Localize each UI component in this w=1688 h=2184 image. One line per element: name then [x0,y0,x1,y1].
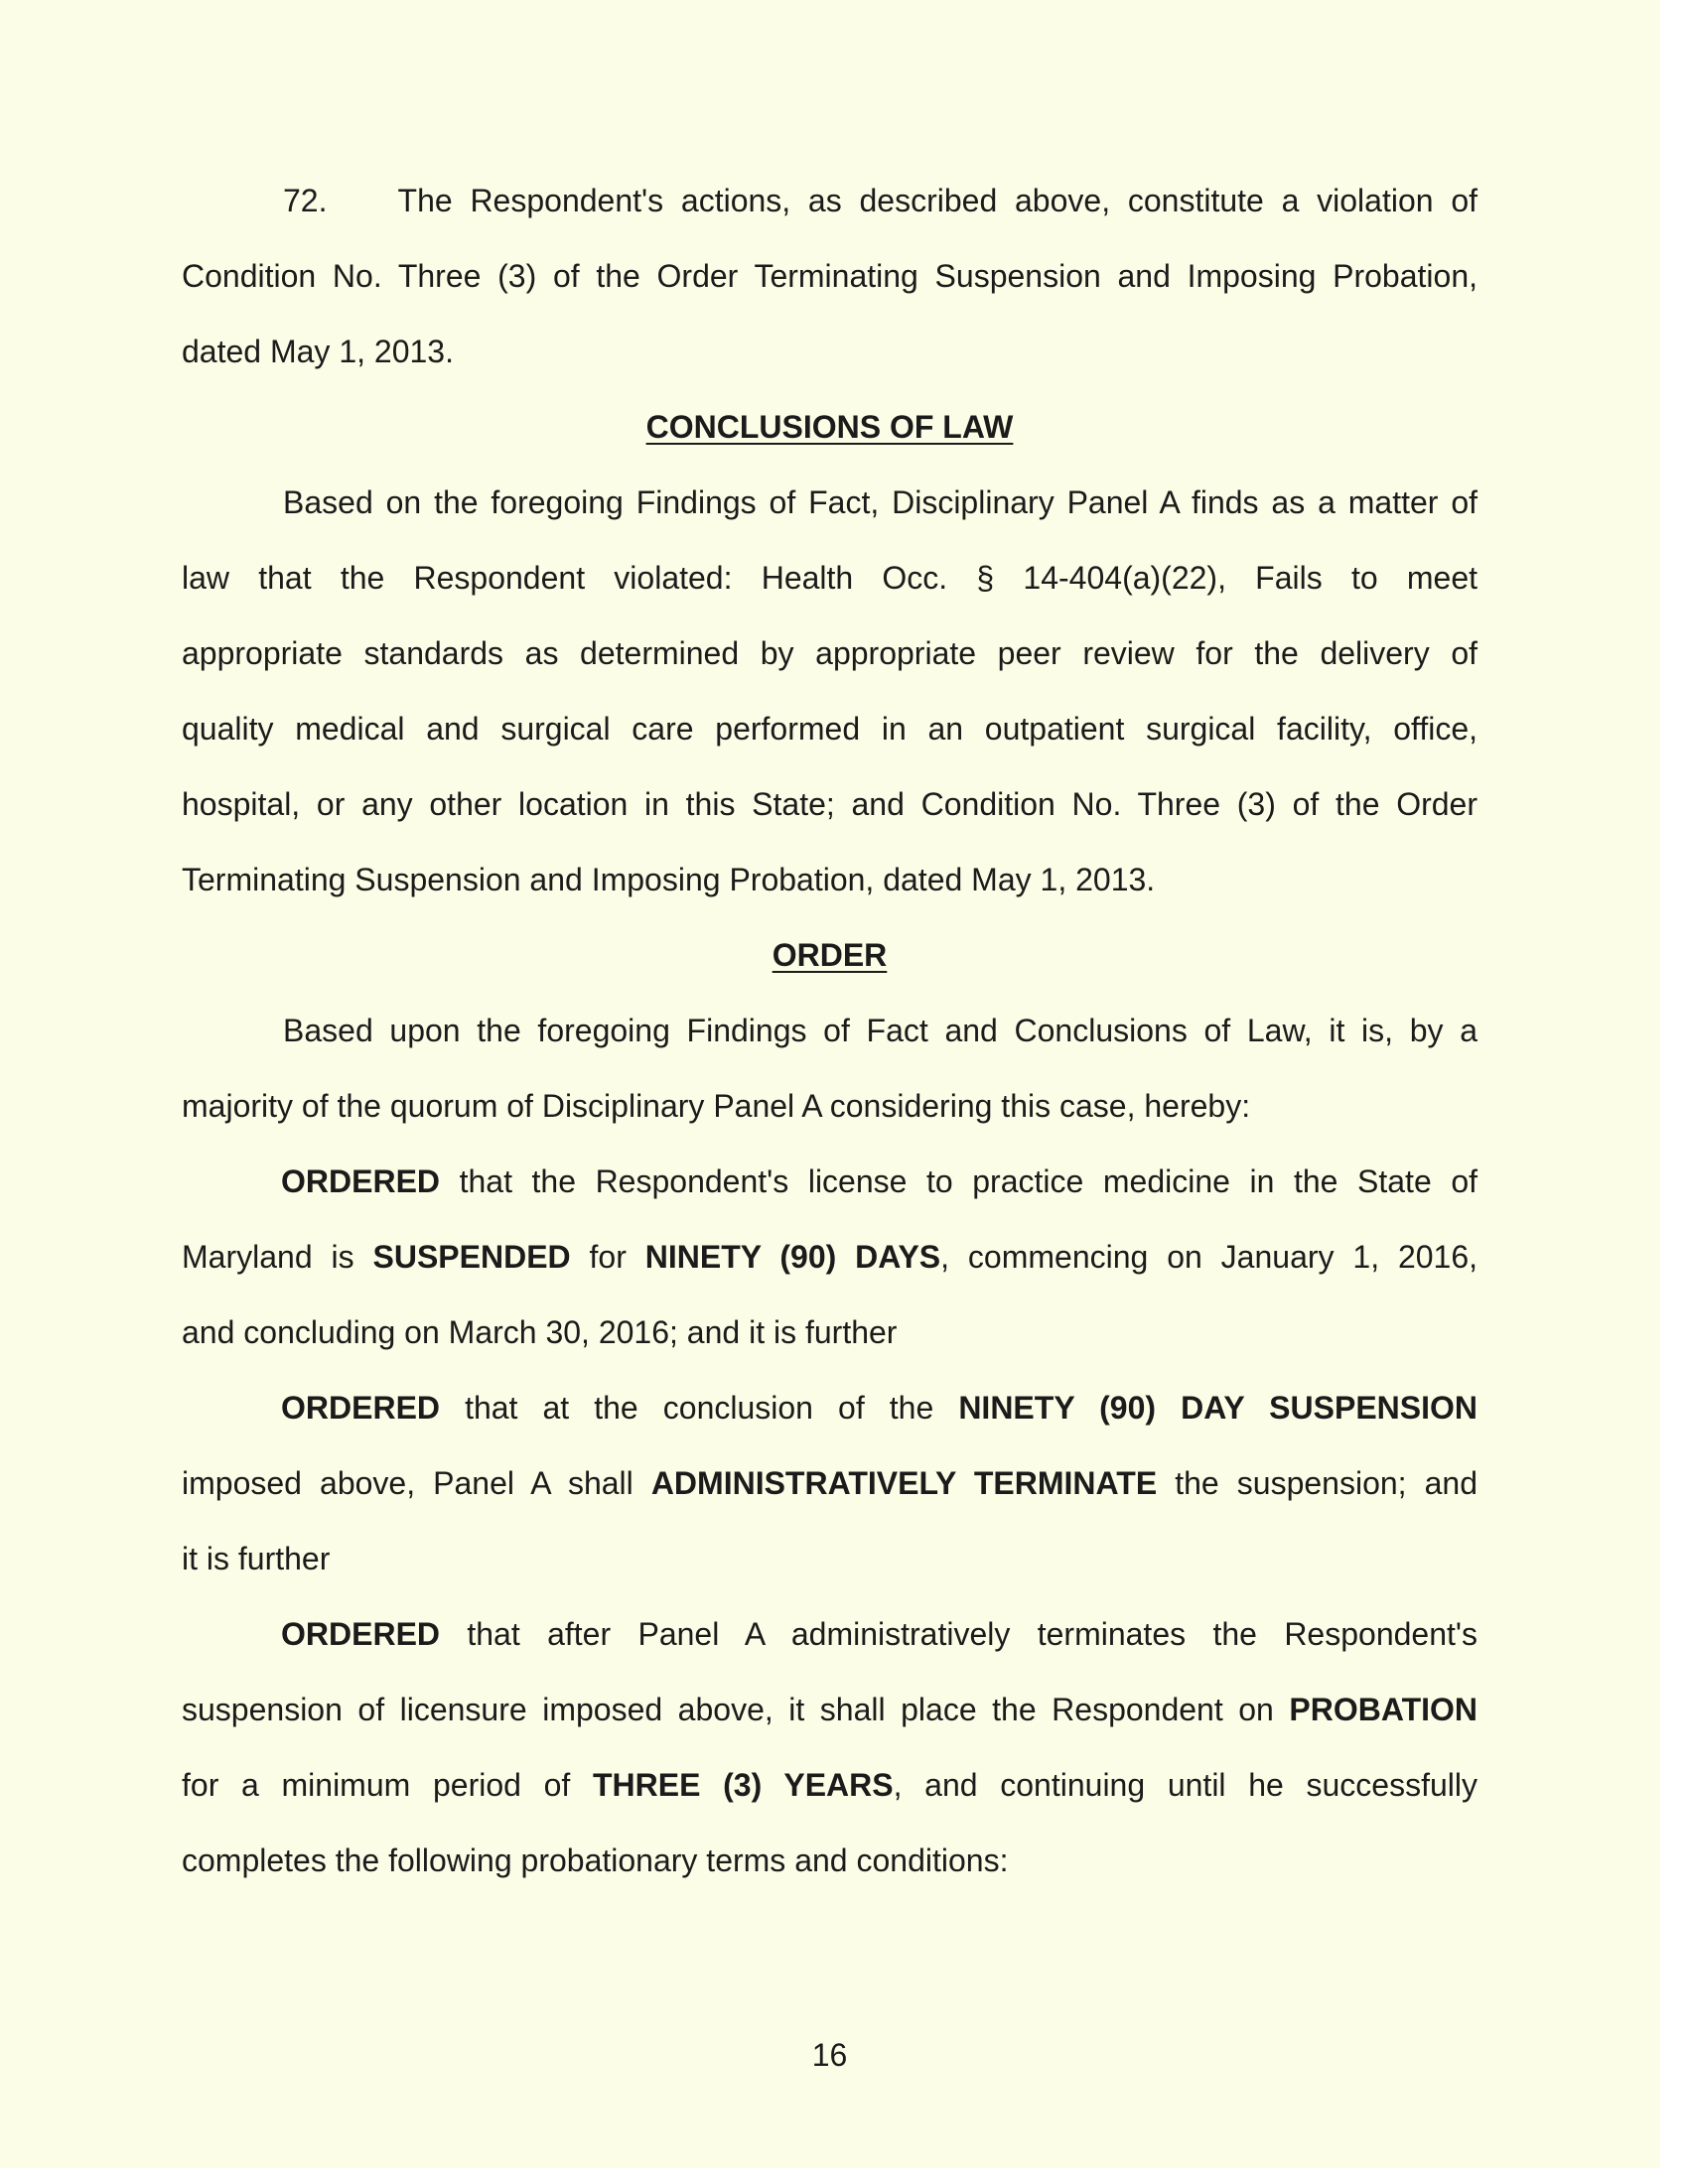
ordered-2-text: that at the conclusion of the [440,1390,959,1426]
ordered-3-line-3 [182,1765,1477,1805]
ordered-3-text: for a minimum period of [182,1767,593,1803]
order-intro-line-2: majority of the quorum of Disciplinary Panel A considering this case, hereby: [182,1088,1251,1124]
ordered-3-text: , and continuing until he successfully [893,1767,1478,1803]
paragraph-72-line-2: Condition No. Three (3) of the Order Terminating Suspension and Imposing Probation, [182,258,1477,294]
ordered-3-line-4: completes the following probationary terms and conditions: [182,1843,1009,1878]
ordered-1-text: , commencing on January 1, 2016, [940,1239,1478,1275]
ordered-1-line-1 [281,1161,1477,1201]
conclusions-line-6: Terminating Suspension and Imposing Probation, dated May 1, 2013. [182,862,1156,897]
paragraph-72-line-1: 72. The Respondent's actions, as described above, constitute a violation of [283,183,1477,218]
ordered-1-text: for [570,1239,645,1275]
ordered-1-text: Maryland is [182,1239,373,1275]
ordered-2-line-2 [182,1463,1477,1503]
conclusions-line-3: appropriate standards as determined by appropriate peer review for the delivery of [182,635,1477,671]
paragraph-72-line-3: dated May 1, 2013. [182,334,454,369]
ordered-1-text: that the Respondent's license to practice medicine in the State of [440,1163,1477,1199]
order-heading: ORDER [772,937,888,973]
probation-term: PROBATION [1289,1692,1477,1727]
ordered-2-line-1 [281,1388,1477,1428]
ordered-3-text: suspension of licensure imposed above, it shall place the Respondent on [182,1692,1290,1727]
conclusions-line-1: Based on the foregoing Findings of Fact, Disciplinary Panel A finds as a matter of [283,484,1477,520]
three-years-term: THREE (3) YEARS [593,1767,894,1803]
ninety-days-term: NINETY (90) DAYS [644,1239,941,1275]
ordered-3-text: that after Panel A administratively terminates the Respondent's [440,1616,1477,1652]
conclusions-heading: CONCLUSIONS OF LAW [645,409,1014,445]
conclusions-line-4: quality medical and surgical care performed in an outpatient surgical facility, office, [182,711,1477,747]
ordered-keyword: ORDERED [281,1616,441,1652]
conclusions-line-2: law that the Respondent violated: Health Occ. § 14-404(a)(22), Fails to meet [182,560,1477,596]
ordered-2-text: the suspension; and [1157,1465,1477,1501]
conclusions-line-5: hospital, or any other location in this State; and Condition No. Three (3) of the Order [182,786,1477,822]
administratively-terminate-term: ADMINISTRATIVELY TERMINATE [650,1465,1158,1501]
page-number: 16 [811,2037,848,2073]
order-intro-line-1: Based upon the foregoing Findings of Fact and Conclusions of Law, it is, by a [283,1013,1477,1048]
ninety-day-suspension-term: NINETY (90) DAY SUSPENSION [958,1390,1478,1426]
ordered-1-line-3: and concluding on March 30, 2016; and it is further [182,1314,898,1350]
ordered-2-text: imposed above, Panel A shall [182,1465,651,1501]
ordered-keyword: ORDERED [281,1163,441,1199]
suspended-term: SUSPENDED [372,1239,571,1275]
ordered-3-line-2 [182,1690,1477,1729]
ordered-keyword: ORDERED [281,1390,441,1426]
ordered-2-line-3: it is further [182,1541,331,1576]
ordered-3-line-1 [281,1614,1477,1654]
ordered-1-line-2 [182,1237,1477,1277]
